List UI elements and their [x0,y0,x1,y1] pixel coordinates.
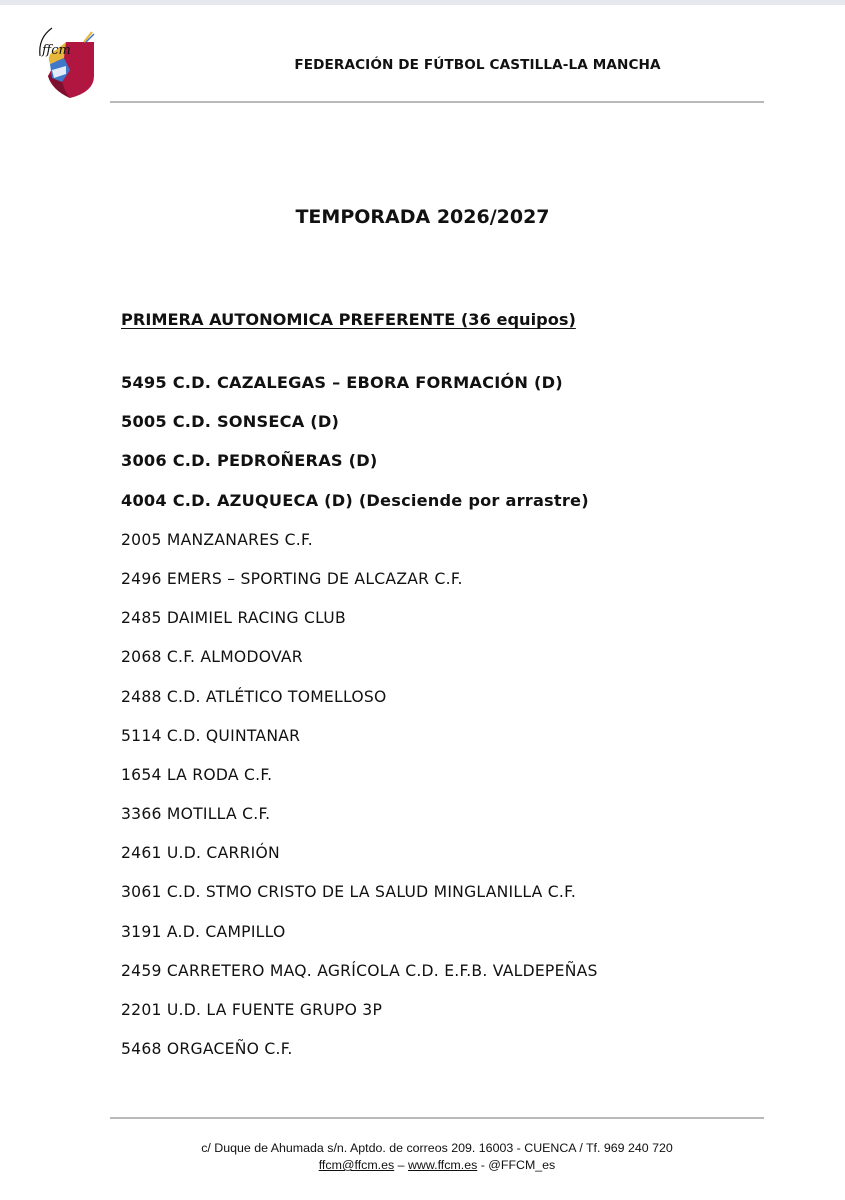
team-list [121,371,598,1076]
ffcm-logo [36,20,98,100]
social-handle: - @FFCM_es [477,1158,556,1172]
footer-divider [110,1117,764,1119]
team-entry: 3366 MOTILLA C.F. [121,805,271,824]
team-entry: 1654 LA RODA C.F. [121,765,273,784]
team-entry: 2485 DAIMIEL RACING CLUB [121,609,346,628]
footer [110,1140,764,1174]
team-entry: 3006 C.D. PEDROÑERAS (D) [121,451,378,471]
email-link[interactable]: ffcm@ffcm.es [318,1158,395,1172]
team-entry: 3191 A.D. CAMPILLO [121,922,286,941]
footer-contacts [110,1157,764,1174]
team-entry: 2461 U.D. CARRIÓN [121,844,280,863]
season-title: TEMPORADA 2026/2027 [295,206,550,228]
team-entry: 5495 C.D. CAZALEGAS – EBORA FORMACIÓN (D) [121,373,563,392]
team-entry: 2459 CARRETERO MAQ. AGRÍCOLA C.D. E.F.B. VALDEPEÑAS [121,961,598,980]
team-entry: 2068 C.F. ALMODOVAR [121,648,303,667]
website-link[interactable]: www.ffcm.es [407,1158,478,1172]
ffcm-crest-icon [36,20,98,100]
footer-address: c/ Duque de Ahumada s/n. Aptdo. de correos 209. 16003 - CUENCA / Tf. 969 240 720 [201,1141,673,1155]
team-entry: 5114 C.D. QUINTANAR [121,726,301,745]
team-entry: 2201 U.D. LA FUENTE GRUPO 3P [121,1001,383,1019]
team-entry: 3061 C.D. STMO CRISTO DE LA SALUD MINGLANILLA C.F. [121,883,577,902]
organization-title: FEDERACIÓN DE FÚTBOL CASTILLA-LA MANCHA [294,57,661,73]
team-entry: 2496 EMERS – SPORTING DE ALCAZAR C.F. [121,569,463,588]
team-entry: 2005 MANZANARES C.F. [121,530,313,549]
footer-separator: – [394,1158,408,1172]
team-entry: 2488 C.D. ATLÉTICO TOMELLOSO [121,687,387,706]
team-entry: 5005 C.D. SONSECA (D) [121,412,340,432]
division-heading: PRIMERA AUTONOMICA PREFERENTE (36 equipos) [121,310,576,329]
svg-text:ffcm: ffcm [42,43,71,58]
header-divider [110,101,764,103]
top-strip [0,0,845,5]
team-entry: 5468 ORGACEÑO C.F. [121,1040,293,1059]
team-entry: 4004 C.D. AZUQUECA (D) (Desciende por arrastre) [121,490,589,510]
